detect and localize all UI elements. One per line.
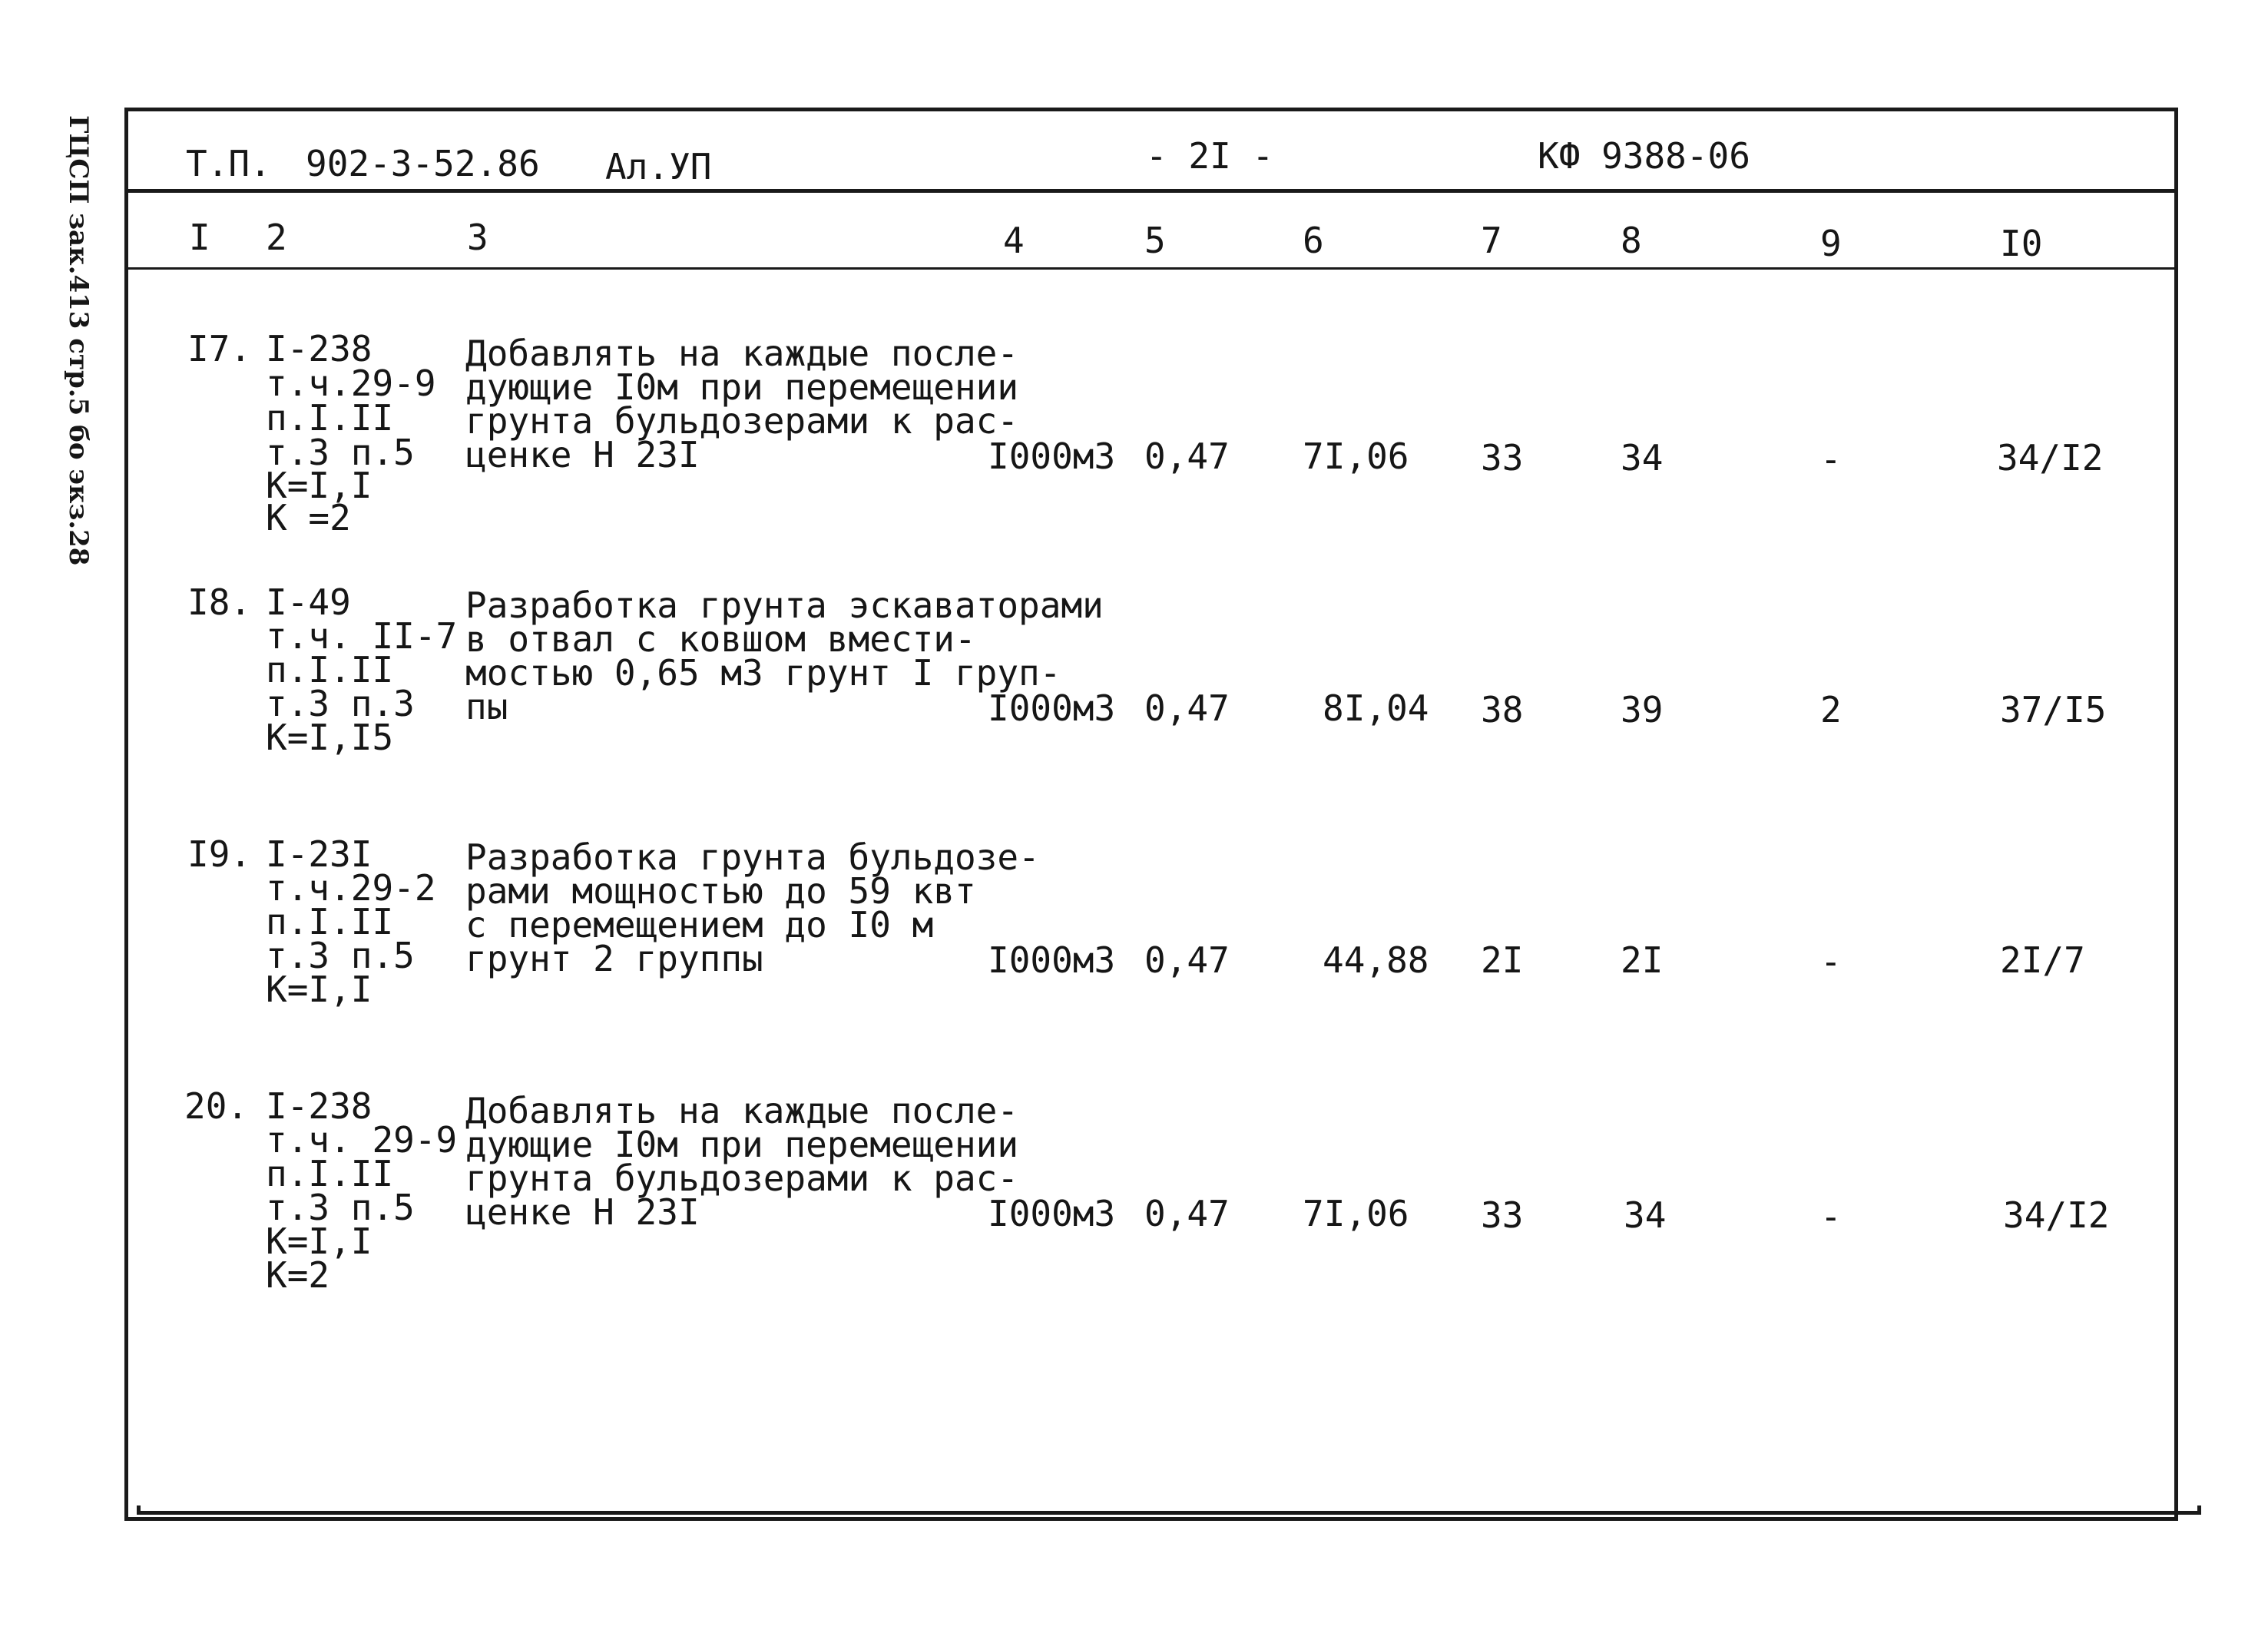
col-10-cell: 2I/7	[2000, 939, 2085, 981]
ref-line: т.ч. II-7	[266, 615, 458, 657]
header-divider	[124, 189, 2178, 193]
col-9-cell: 2	[1820, 689, 1842, 730]
ref-line: т.ч. 29-9	[266, 1119, 458, 1161]
description-line: мостью 0,65 м3 грунт I груп-	[465, 652, 1061, 694]
ref-line: п.I.II	[266, 901, 394, 942]
ref-line: I-23I	[266, 833, 372, 875]
col-8-header: 8	[1621, 220, 1642, 261]
col-6-cell: 7I,06	[1303, 1193, 1409, 1234]
col-10-cell: 37/I5	[2000, 689, 2107, 730]
ref-line: К=I,I	[266, 1221, 372, 1262]
row-number: I8.	[187, 581, 252, 623]
col-5-header: 5	[1144, 220, 1166, 261]
col-8-cell: 34	[1624, 1194, 1667, 1236]
col-1-header: I	[189, 217, 210, 258]
ref-line: т.3 п.5	[266, 1187, 415, 1228]
col-7-cell: 33	[1481, 1194, 1524, 1236]
description-line: Добавлять на каждые после-	[465, 1090, 1019, 1131]
col-7-cell: 38	[1481, 689, 1524, 730]
col-6-cell: 7I,06	[1303, 436, 1409, 477]
frame-shadow	[137, 1505, 2201, 1515]
ref-line: т.ч.29-2	[266, 867, 436, 909]
row-number: I9.	[187, 833, 252, 875]
description-line: Разработка грунта бульдозе-	[465, 836, 1040, 878]
col-5-cell: 0,47	[1144, 1193, 1230, 1234]
col-6-header: 6	[1303, 220, 1324, 261]
kf-code: КФ 9388-06	[1538, 135, 1750, 177]
ref-line: п.I.II	[266, 649, 394, 691]
document-frame	[124, 108, 2178, 1521]
col-7-cell: 2I	[1481, 939, 1524, 981]
col-6-cell: 44,88	[1323, 939, 1429, 981]
ref-line: т.3 п.5	[266, 935, 415, 976]
description-line: дующие I0м при перемещении	[465, 366, 1019, 408]
row-number: I7.	[187, 328, 252, 369]
description-line: ценке Н 23I	[465, 1191, 700, 1233]
ref-line: т.ч.29-9	[266, 363, 436, 404]
col-10-cell: 34/I2	[2003, 1194, 2110, 1236]
ref-line: К=I,I5	[266, 717, 394, 758]
ref-line: К=2	[266, 1254, 330, 1296]
side-stamp	[48, 115, 101, 566]
col-3-header: 3	[467, 217, 488, 258]
unit-cell: I000м3	[988, 1193, 1116, 1234]
ref-line: I-49	[266, 581, 351, 623]
col-10-header: I0	[2000, 223, 2043, 264]
col-5-cell: 0,47	[1144, 436, 1230, 477]
col-9-cell: -	[1820, 1196, 1842, 1237]
description-line: пы	[465, 686, 508, 727]
ref-line: т.3 п.5	[266, 432, 415, 473]
ref-line: К=I,I	[266, 969, 372, 1010]
project-code: 902-3-52.86	[306, 143, 540, 184]
unit-cell: I000м3	[988, 939, 1116, 981]
page-number: - 2I -	[1146, 135, 1274, 177]
description-line: грунта бульдозерами к рас-	[465, 1158, 1019, 1199]
col-9-cell: -	[1820, 941, 1842, 982]
row-number: 20.	[184, 1085, 249, 1127]
side-stamp-text: ГЦСП зак.413 стр.5 бо экз.28	[63, 115, 94, 566]
ref-line: т.3 п.3	[266, 683, 415, 724]
col-9-cell: -	[1820, 439, 1842, 480]
col-8-cell: 34	[1621, 437, 1664, 479]
description-line: рами мощностью до 59 квт	[465, 870, 976, 912]
col-5-cell: 0,47	[1144, 939, 1230, 981]
unit-cell: I000м3	[988, 687, 1116, 729]
col-7-header: 7	[1481, 220, 1502, 261]
description-line: в отвал с ковшом вмести-	[465, 618, 976, 660]
col-8-cell: 39	[1621, 689, 1664, 730]
ref-line: К =2	[266, 497, 351, 538]
description-line: дующие I0м при перемещении	[465, 1124, 1019, 1165]
description-line: грунта бульдозерами к рас-	[465, 400, 1019, 442]
tp-label: Т.П.	[186, 143, 271, 184]
col-4-header: 4	[1003, 220, 1025, 261]
description-line: грунт 2 группы	[465, 938, 763, 979]
description-line: с перемещением до I0 м	[465, 904, 934, 946]
col-8-cell: 2I	[1621, 939, 1664, 981]
description-line: Добавлять на каждые после-	[465, 333, 1019, 374]
description-line: Разработка грунта эскаваторами	[465, 585, 1104, 626]
col-10-cell: 34/I2	[1997, 437, 2104, 479]
ref-line: п.I.II	[266, 1153, 394, 1194]
col-6-cell: 8I,04	[1323, 687, 1429, 729]
album-label: Ал.УП	[605, 146, 712, 187]
col-2-header: 2	[266, 217, 287, 258]
unit-cell: I000м3	[988, 436, 1116, 477]
col-5-cell: 0,47	[1144, 687, 1230, 729]
ref-line: К=I,I	[266, 465, 372, 506]
ref-line: I-238	[266, 1085, 372, 1127]
description-line: ценке Н 23I	[465, 434, 700, 475]
ref-line: п.I.II	[266, 397, 394, 439]
col-7-cell: 33	[1481, 437, 1524, 479]
column-header-divider	[124, 267, 2178, 270]
ref-line: I-238	[266, 328, 372, 369]
col-9-header: 9	[1820, 223, 1842, 264]
